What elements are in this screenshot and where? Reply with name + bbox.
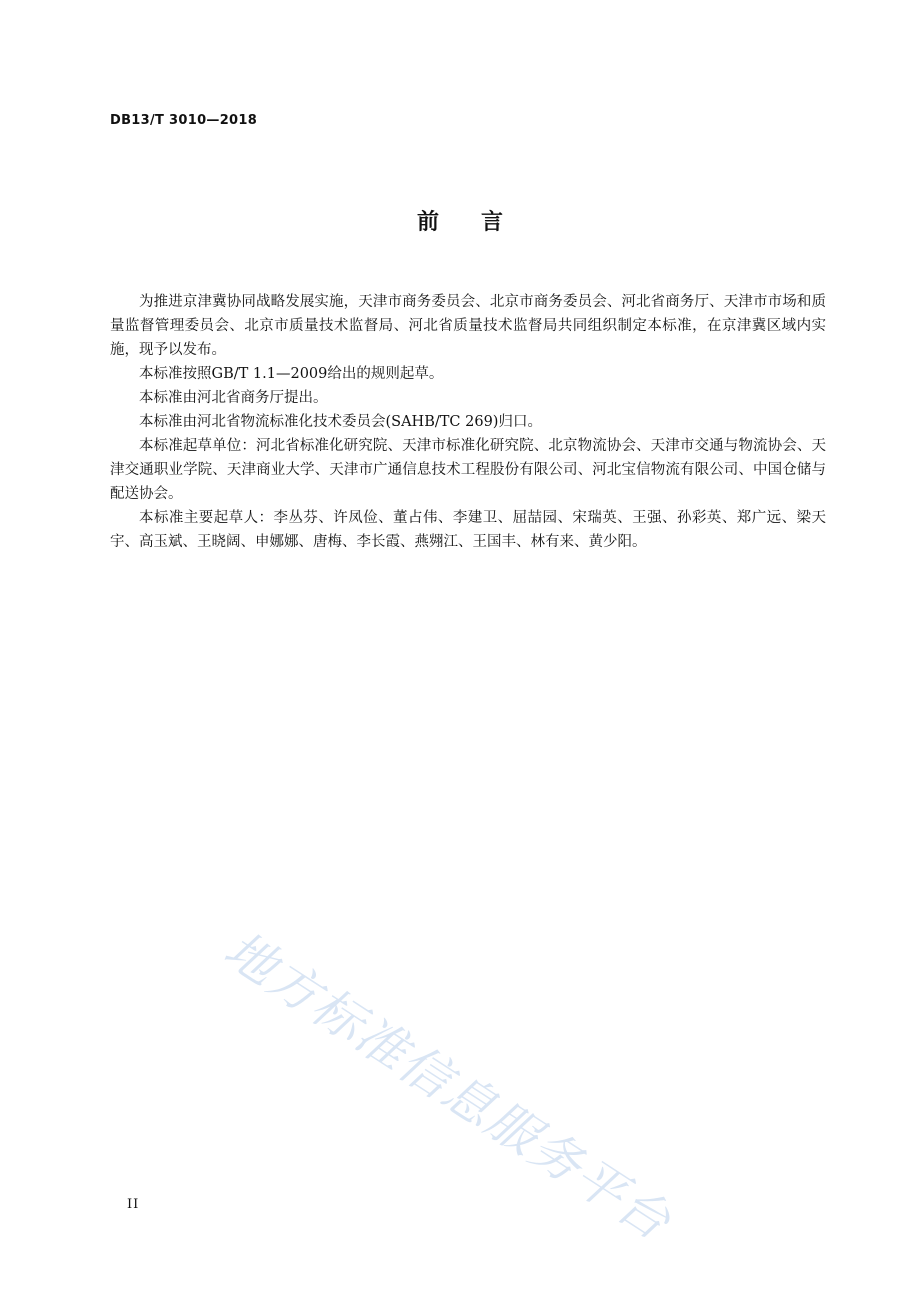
- paragraph-committee: 本标准由河北省物流标准化技术委员会(SAHB/TC 269)归口。: [139, 414, 542, 430]
- paragraph-drafting-units: 本标准起草单位：河北省标准化研究院、天津市标准化研究院、北京物流协会、天津市交通与物流协会、天津交通职业学院、天津商业大学、天津市广通信息技术工程股份有限公司、河北宝信物流有限公司、中国仓储与配送协会。: [110, 438, 826, 502]
- paragraph-purpose: 为推进京津冀协同战略发展实施，天津市商务委员会、北京市商务委员会、河北省商务厅、天津市市场和质量监督管理委员会、北京市质量技术监督局、河北省质量技术监督局共同组织制定本标准，在京津冀区域内实施，现予以发布。: [110, 294, 826, 358]
- paragraph-proposer: 本标准由河北省商务厅提出。: [139, 390, 328, 406]
- page-number: II: [127, 1197, 140, 1212]
- page-title: 前言: [416, 209, 545, 235]
- paragraph-drafters: 本标准主要起草人：李丛芬、许凤俭、董占伟、李建卫、屈喆园、宋瑞英、王强、孙彩英、郑广远、梁天宇、高玉斌、王晓阔、申娜娜、唐梅、李长霞、燕翙江、王国丰、林有来、黄少阳。: [110, 510, 826, 550]
- watermark: 地方标准信息服务平台: [214, 920, 682, 1252]
- paragraph-drafting-rules: 本标准按照GB/T 1.1—2009给出的规则起草。: [139, 366, 444, 382]
- foreword-body: [110, 290, 826, 554]
- document-code: DB13/T 3010—2018: [110, 113, 258, 128]
